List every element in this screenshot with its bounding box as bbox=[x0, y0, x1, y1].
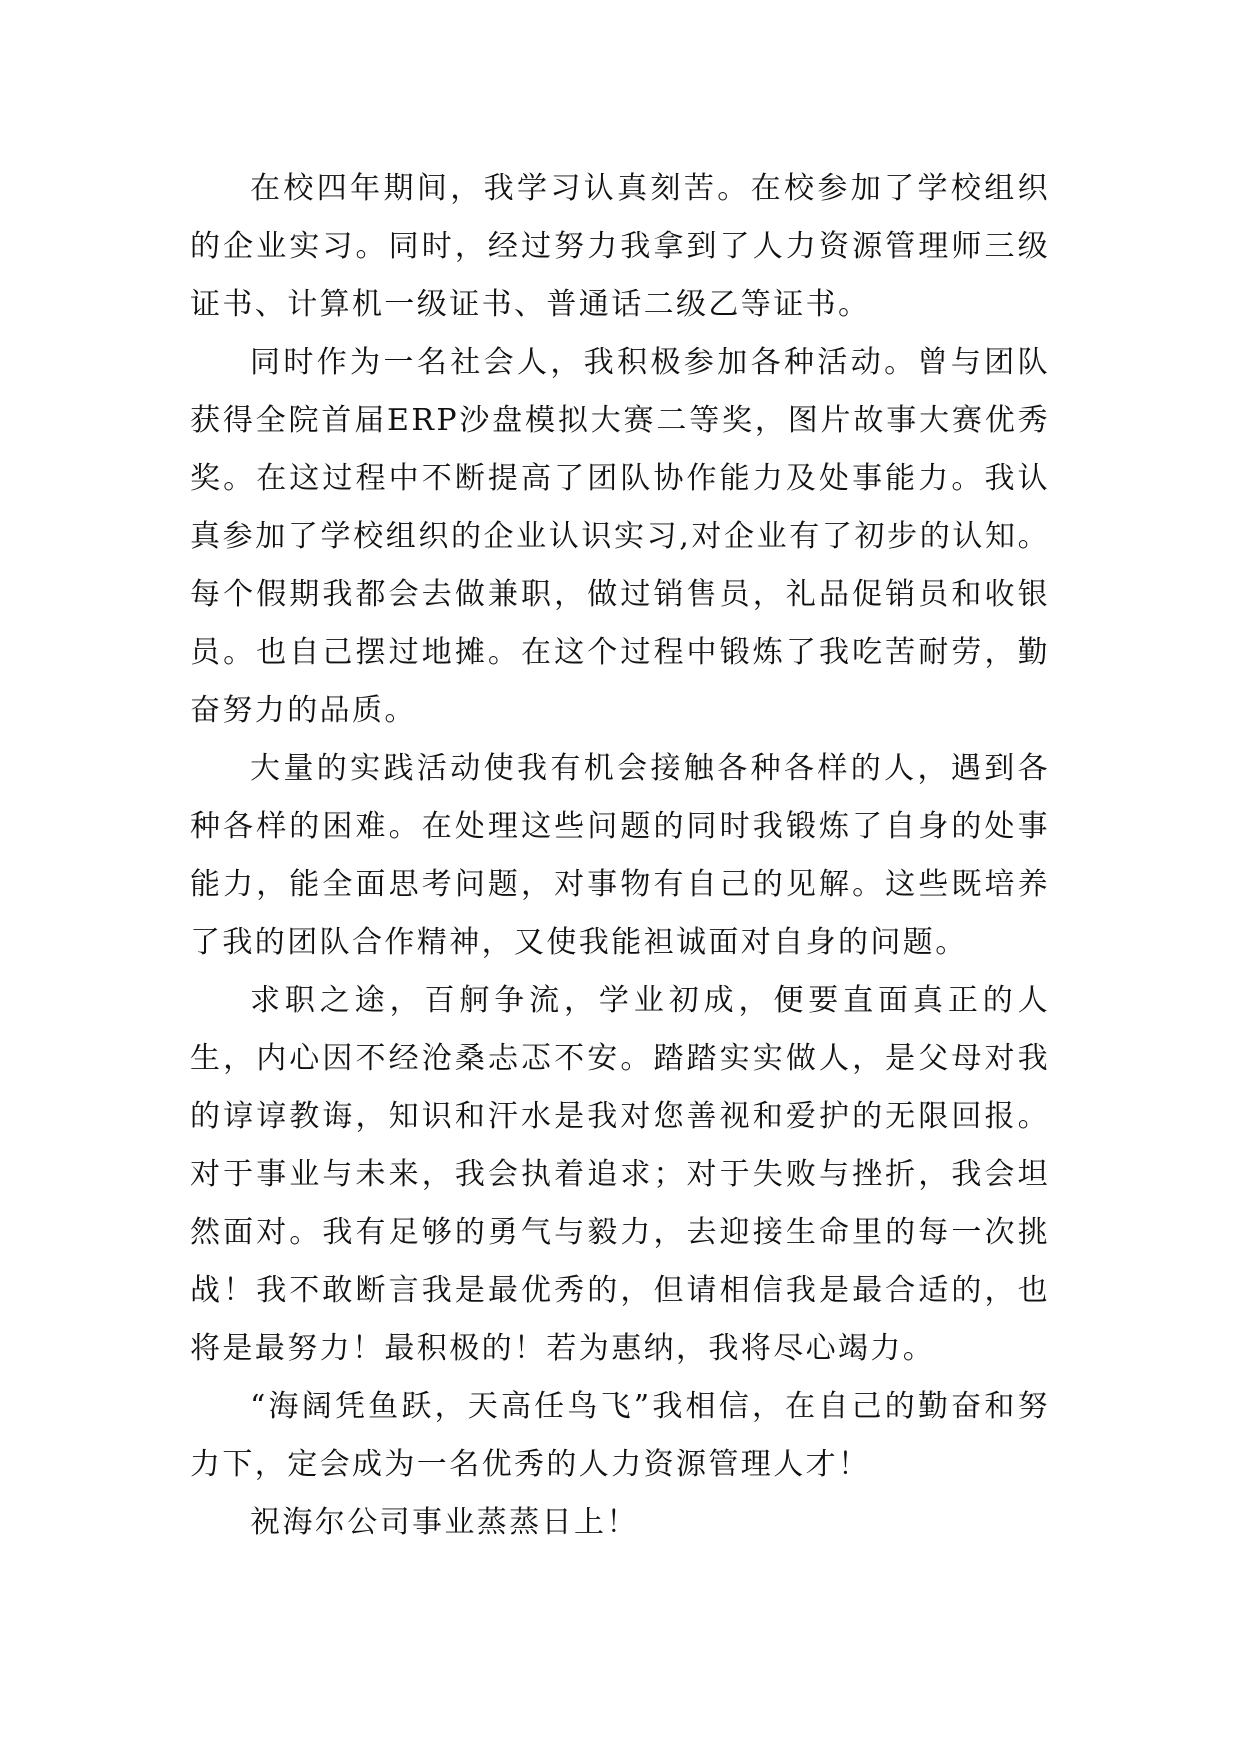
paragraph-job-seeking: 求职之途，百舸争流，学业初成，便要直面真正的人生，内心因不经沧桑忐忑不安。踏踏实实做人，是父母对我的谆谆教诲，知识和汗水是我对您善视和爱护的无限回报。对于事业与未来，我会执着追求；对于失败与挫折，我会坦然面对。我有足够的勇气与毅力，去迎接生命里的每一次挑战！我不敢断言我是最优秀的，但请相信我是最合适的，也将是最努力！最积极的！若为惠纳，我将尽心竭力。 bbox=[190, 983, 1050, 1366]
paragraph-practice: 大量的实践活动使我有机会接触各种各样的人，遇到各种各样的困难。在处理这些问题的同时我锻炼了自身的处事能力，能全面思考问题，对事物有自己的见解。这些既培养了我的团队合作精神，又使我能袒诚面对自身的问题。 bbox=[190, 751, 1050, 960]
paragraph-activities: 同时作为一名社会人，我积极参加各种活动。曾与团队获得全院首届ERP沙盘模拟大赛二等奖，图片故事大赛优秀奖。在这过程中不断提高了团队协作能力及处事能力。我认真参加了学校组织的企业认识实习,对企业有了初步的认知。每个假期我都会去做兼职，做过销售员，礼品促销员和收银员。也自己摆过地摊。在这个过程中锻炼了我吃苦耐劳，勤奋努力的品质。 bbox=[190, 345, 1050, 728]
paragraph-closing: 祝海尔公司事业蒸蒸日上！ bbox=[250, 1505, 639, 1540]
paragraph-study: 在校四年期间，我学习认真刻苦。在校参加了学校组织的企业实习。同时，经过努力我拿到了人力资源管理师三级证书、计算机一级证书、普通话二级乙等证书。 bbox=[190, 171, 1050, 322]
document-body bbox=[190, 160, 1050, 1552]
paragraph-quote: “海阔凭鱼跃，天高任鸟飞”我相信，在自己的勤奋和努力下，定会成为一名优秀的人力资源管理人才！ bbox=[190, 1389, 1050, 1482]
